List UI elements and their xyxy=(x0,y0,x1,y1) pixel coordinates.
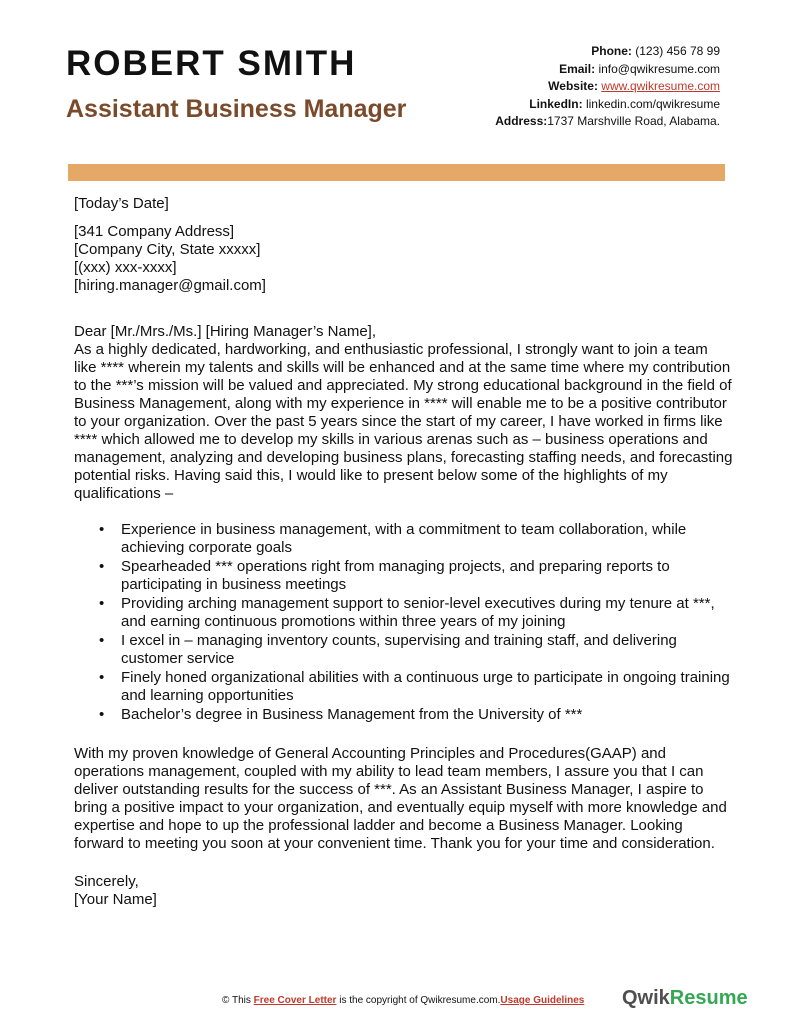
contact-email xyxy=(495,61,720,79)
copyright-prefix: © This xyxy=(222,995,254,1006)
bullet-icon: • xyxy=(99,669,105,686)
email-value: info@qwikresume.com xyxy=(598,61,720,76)
recipient-phone-line: [(xxx) xxx-xxxx] xyxy=(74,259,177,276)
list-item xyxy=(99,521,734,557)
intro-paragraph: As a highly dedicated, hardworking, and enthusiastic professional, I strongly want to join a team like **** wherein my talents and skills will be enhanced and at the same time where my contribution to the ***’s mission will be valued and appreciated. My strong educational background in the field of Business Management, along with my experience in **** will enable me to be a positive contributor to your organization. Over the past 5 years since the start of my career, I have worked in firms like **** which allowed me to develop my skills in various arenas such as – business operations and management, analyzing and developing business plans, forecasting staffing needs, and forecasting potential risks. Having said this, I would like to present below some of the highlights of my qualifications – xyxy=(74,341,733,502)
bullet-icon: • xyxy=(99,632,105,649)
free-cover-letter-link[interactable]: Free Cover Letter xyxy=(253,995,337,1006)
bullet-icon: • xyxy=(99,595,105,612)
applicant-name: ROBERT SMITH xyxy=(66,44,357,83)
letter-date: [Today’s Date] xyxy=(74,195,169,212)
list-item xyxy=(99,706,734,724)
list-item xyxy=(99,669,734,705)
website-link[interactable]: www.qwikresume.com xyxy=(601,79,720,93)
copyright-middle: is the copyright of Qwikresume.com. xyxy=(336,995,501,1006)
letter-body xyxy=(74,195,734,909)
list-item-text: Providing arching management support to senior-level executives during my tenure at ***, and earning continuous promotions within three years of my joining xyxy=(121,595,715,630)
list-item-text: Experience in business management, with a commitment to team collaboration, while achieving corporate goals xyxy=(121,521,687,556)
list-item-text: Spearheaded *** operations right from managing projects, and preparing reports to participating in business meetings xyxy=(121,558,670,593)
closing-paragraph: With my proven knowledge of General Accounting Principles and Procedures(GAAP) and operations management, coupled with my ability to lead team members, I assure you that I can deliver outstanding results for the success of ***. As an Assistant Business Manager, I aspire to bring a positive impact to your organization, and eventually equip myself with more knowledge and expertise and hope to up the professional ladder and become a Business Manager. Looking forward to meeting you soon at your convenient time. Thank you for your time and consideration. xyxy=(74,745,727,852)
email-label: Email: xyxy=(559,61,596,76)
logo-part-resume: Resume xyxy=(669,987,748,1009)
website-label: Website: xyxy=(548,79,598,93)
recipient-email-line: [hiring.manager@gmail.com] xyxy=(74,277,266,294)
highlights-list xyxy=(74,521,734,724)
linkedin-label: LinkedIn: xyxy=(529,96,583,111)
list-item xyxy=(99,595,734,631)
contact-address xyxy=(495,113,720,131)
list-item-text: Finely honed organizational abilities with a continuous urge to participate in ongoing training and learning opportunities xyxy=(121,669,730,704)
signoff: Sincerely, xyxy=(74,873,139,890)
list-item-text: Bachelor’s degree in Business Management from the University of *** xyxy=(121,706,583,723)
recipient-city-line: [Company City, State xxxxx] xyxy=(74,241,261,258)
usage-guidelines-link[interactable]: Usage Guidelines xyxy=(500,995,585,1006)
phone-label: Phone: xyxy=(591,44,632,58)
contact-linkedin xyxy=(495,96,720,114)
accent-divider-bar xyxy=(68,164,725,181)
linkedin-value: linkedin.com/qwikresume xyxy=(585,96,720,111)
salutation: Dear [Mr./Mrs./Ms.] [Hiring Manager’s Name], xyxy=(74,323,377,340)
phone-value: (123) 456 78 99 xyxy=(635,44,720,58)
bullet-icon: • xyxy=(99,521,105,538)
contact-phone xyxy=(495,43,720,61)
address-label: Address: xyxy=(495,114,548,128)
copyright-note xyxy=(222,995,584,1006)
address-value: 1737 Marshville Road, Alabama. xyxy=(547,114,720,128)
list-item xyxy=(99,632,734,668)
recipient-address-line: [341 Company Address] xyxy=(74,223,235,240)
page-footer xyxy=(0,987,800,1013)
bullet-icon: • xyxy=(99,558,105,575)
bullet-icon: • xyxy=(99,706,105,723)
list-item-text: I excel in – managing inventory counts, supervising and training staff, and delivering customer service xyxy=(121,632,677,667)
job-title: Assistant Business Manager xyxy=(66,95,407,123)
contact-website xyxy=(495,78,720,96)
list-item xyxy=(99,558,734,594)
contact-block xyxy=(495,43,720,131)
signature-name: [Your Name] xyxy=(74,891,157,908)
logo-part-qwik: Qwik xyxy=(622,987,670,1009)
qwikresume-logo xyxy=(622,987,748,1010)
